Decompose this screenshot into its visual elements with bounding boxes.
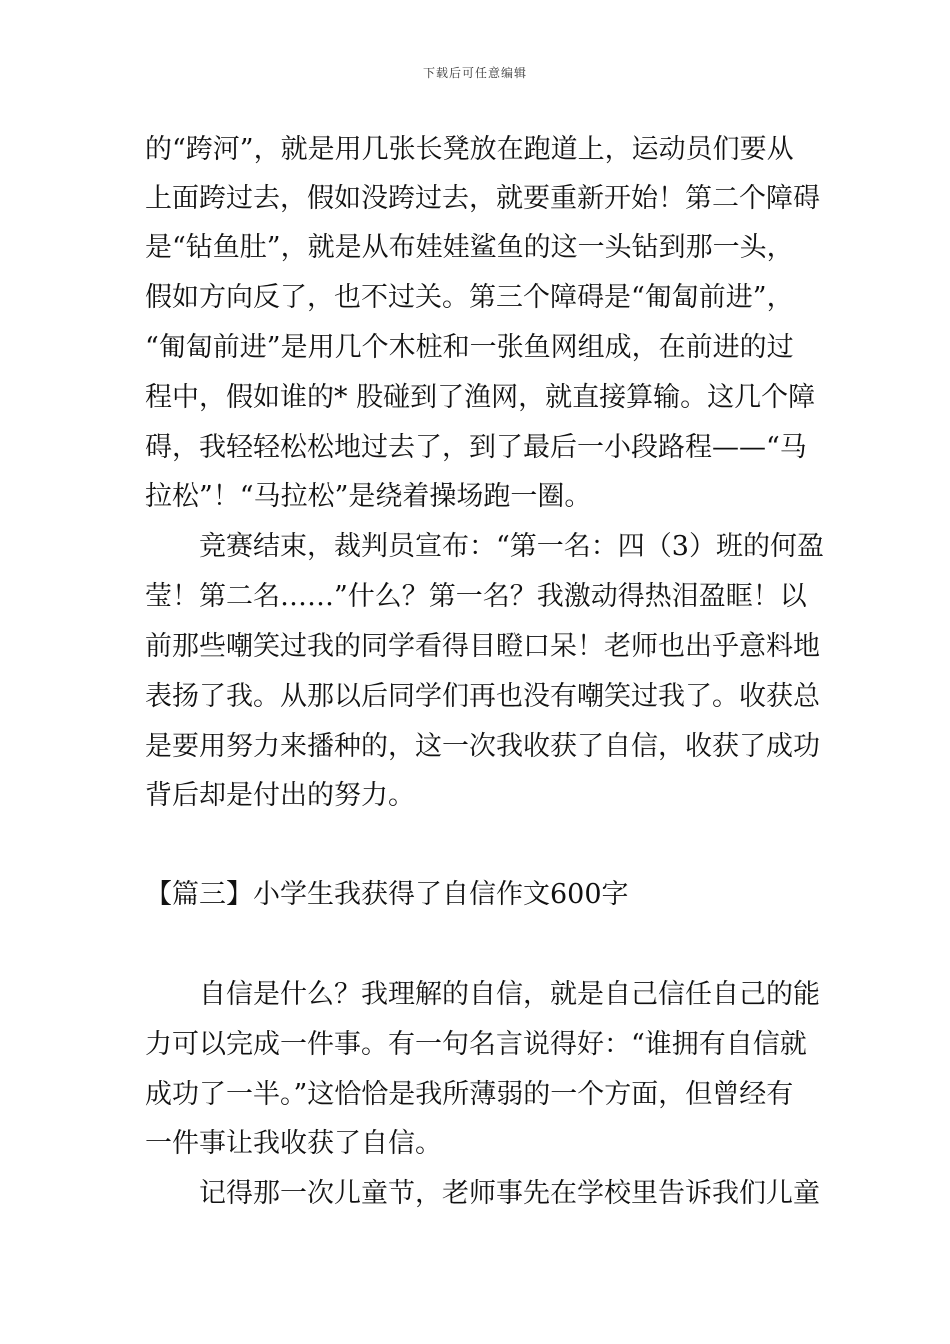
paragraph-line: 是“钻鱼肚”，就是从布娃娃鲨鱼的这一头钻到那一头， (145, 232, 794, 263)
paragraph-line: 成功了一半。”这恰恰是我所薄弱的一个方面，但曾经有 (145, 1079, 794, 1110)
paragraph-line: 竞赛结束，裁判员宣布：“第一名：四（3）班的何盈 (199, 531, 824, 562)
paragraph-line: 莹！第二名……”什么？第一名？我激动得热泪盈眶！以 (145, 581, 807, 612)
paragraph-line: 上面跨过去，假如没跨过去，就要重新开始！第二个障碍 (145, 183, 820, 214)
paragraph-line: 自信是什么？我理解的自信，就是自己信任自己的能 (199, 979, 820, 1010)
paragraph-line: 表扬了我。从那以后同学们再也没有嘲笑过我了。收获总 (145, 681, 820, 712)
paragraph-line: 程中，假如谁的* 股碰到了渔网，就直接算输。这几个障 (145, 382, 816, 413)
paragraph-line: 碍，我轻轻松松地过去了，到了最后一小段路程——“马 (145, 432, 807, 463)
paragraph-line: 记得那一次儿童节，老师事先在学校里告诉我们儿童 (199, 1178, 820, 1209)
paragraph-line: 一件事让我收获了自信。 (145, 1128, 442, 1159)
paragraph-line: 力可以完成一件事。有一句名言说得好：“谁拥有自信就 (145, 1029, 807, 1060)
paragraph-line: 前那些嘲笑过我的同学看得目瞪口呆！老师也出乎意料地 (145, 631, 820, 662)
paragraph-line: “匍匐前进”是用几个木桩和一张鱼网组成，在前进的过 (145, 332, 794, 363)
paragraph-line: 是要用努力来播种的，这一次我收获了自信，收获了成功 (145, 731, 820, 762)
paragraph-line: 的“跨河”，就是用几张长凳放在跑道上，运动员们要从 (145, 134, 794, 165)
paragraph-line: 假如方向反了，也不过关。第三个障碍是“匍匐前进”， (145, 282, 794, 313)
section-title: 【篇三】小学生我获得了自信作文600字 (145, 879, 629, 910)
page-header: 下载后可任意编辑 (422, 66, 527, 80)
paragraph-line: 拉松”！“马拉松”是绕着操场跑一圈。 (145, 481, 592, 512)
paragraph-line: 背后却是付出的努力。 (145, 780, 415, 811)
